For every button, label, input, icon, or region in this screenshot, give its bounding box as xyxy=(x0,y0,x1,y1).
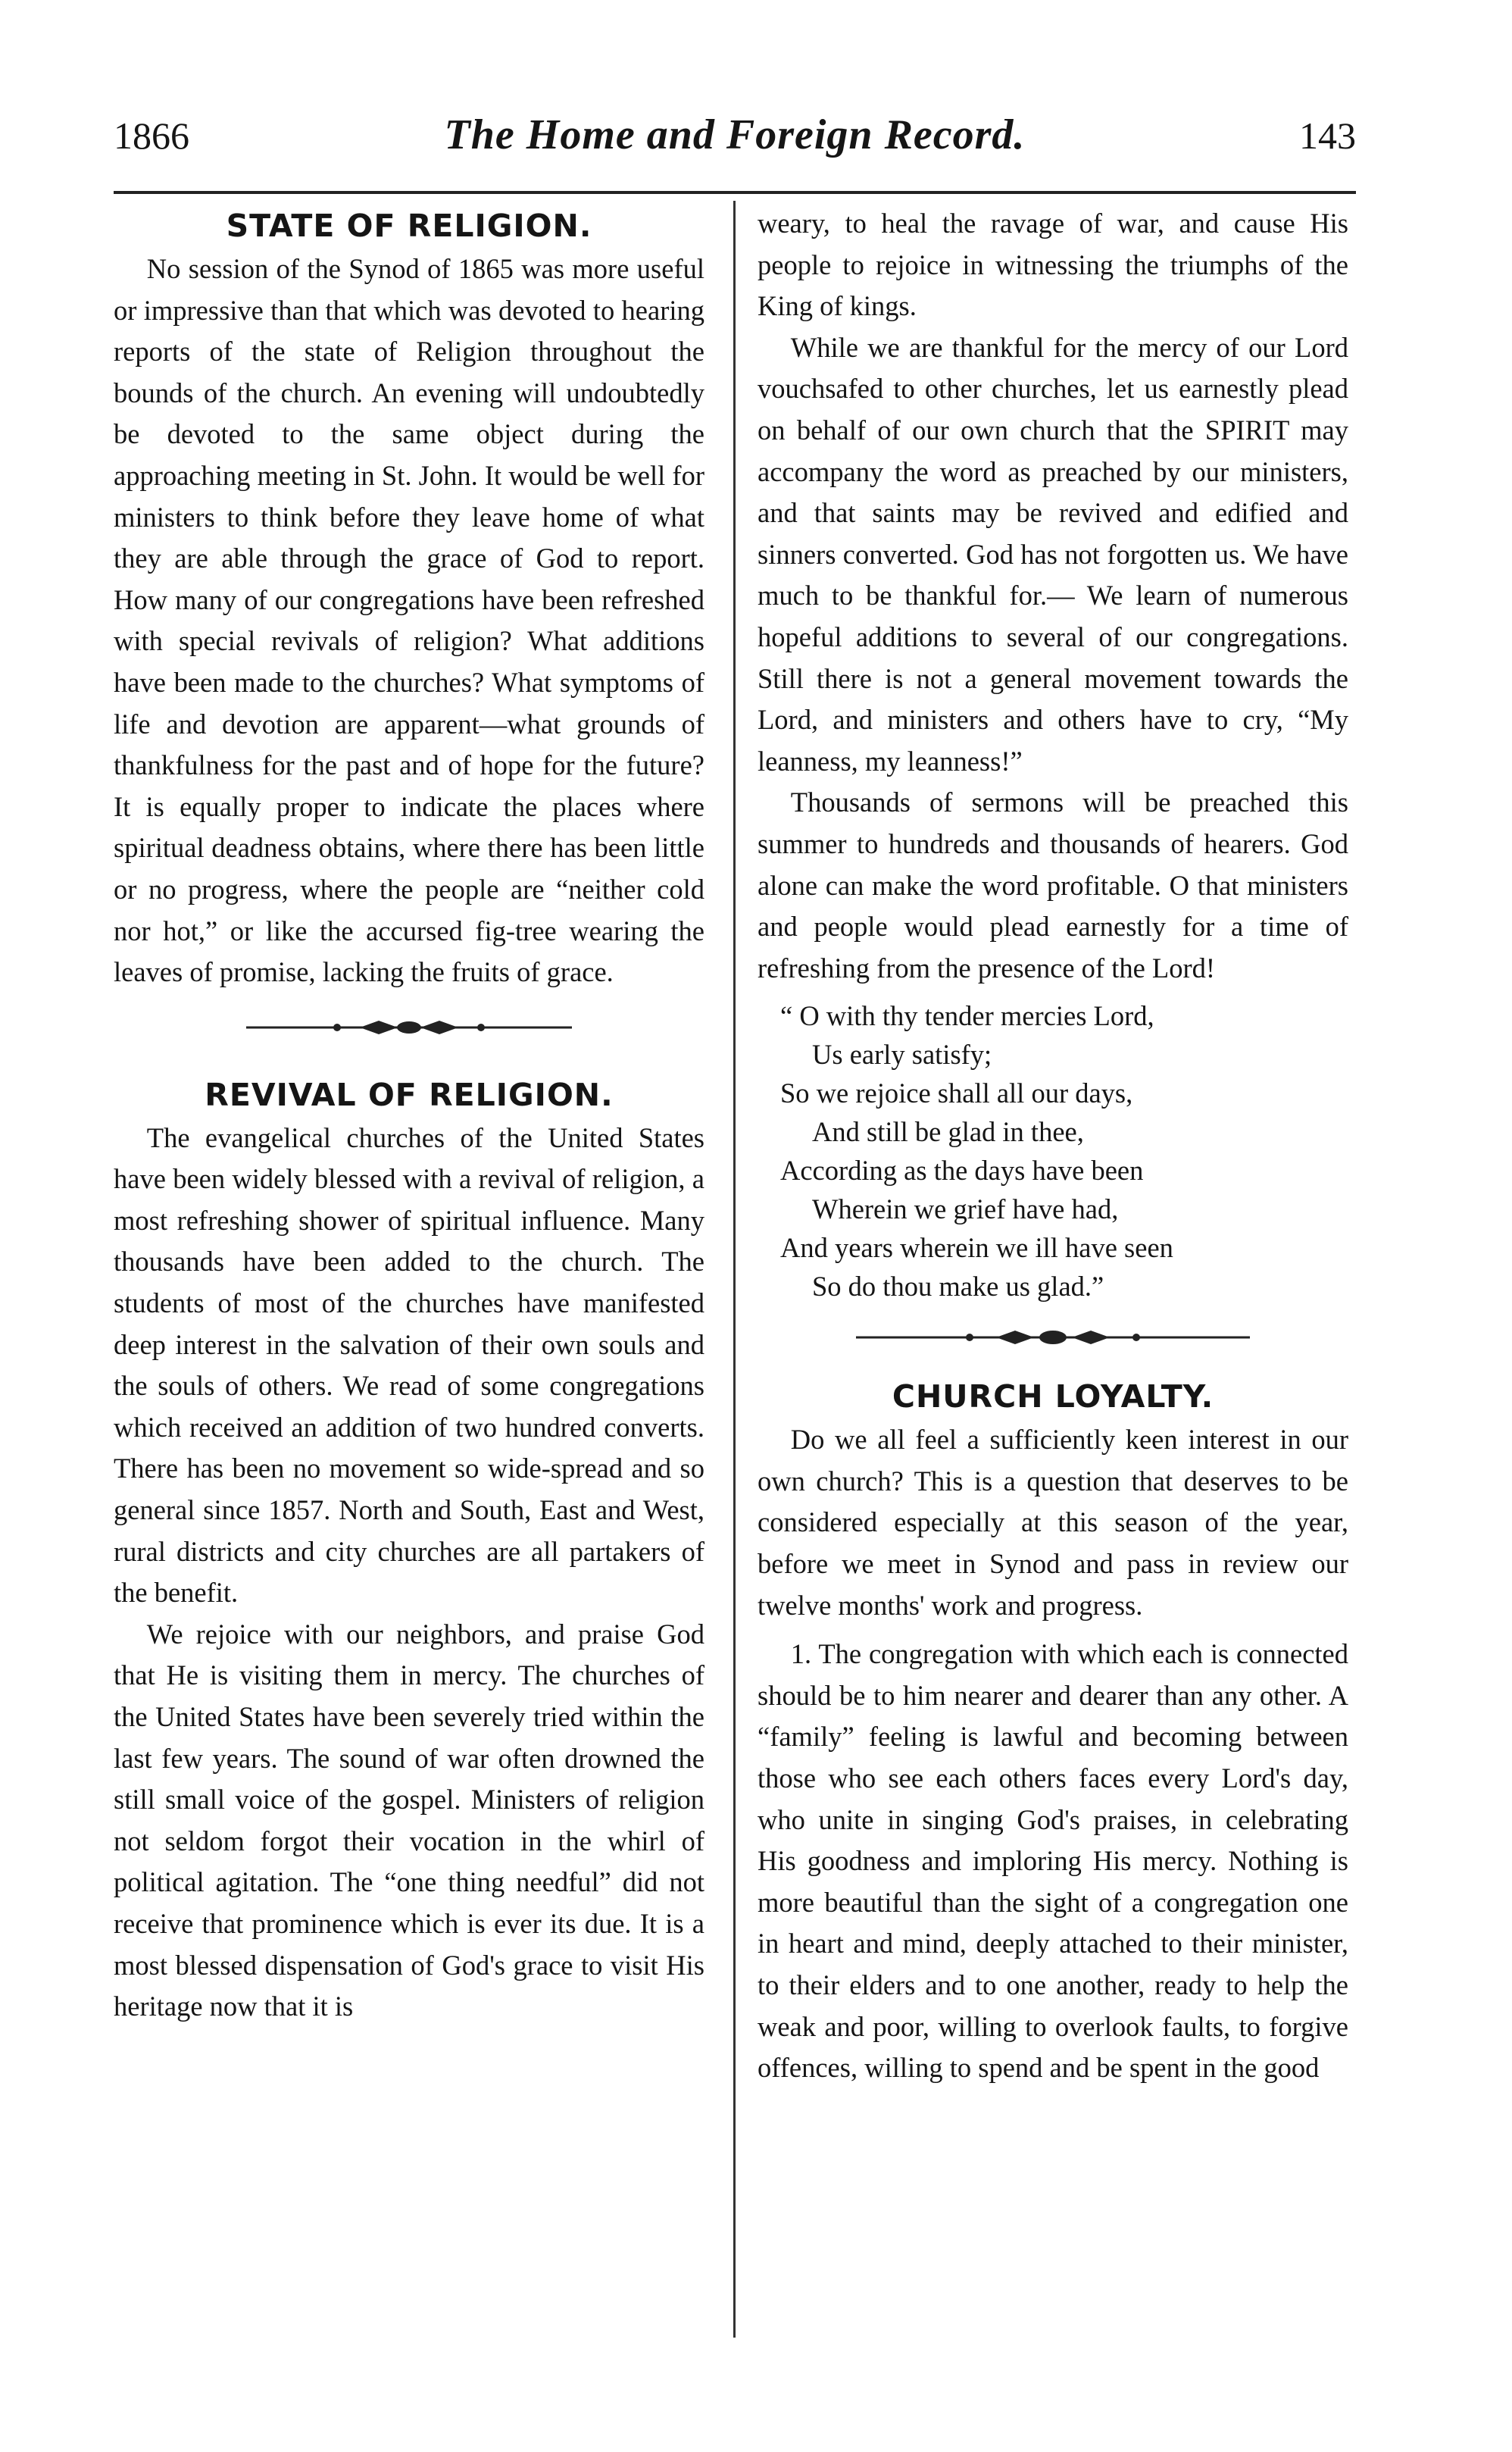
verse-line: According as the days have been xyxy=(780,1155,1144,1187)
verse-line: “ O with thy tender mercies Lord, xyxy=(780,1000,1154,1032)
ornament-divider-icon xyxy=(246,1016,572,1039)
page-number: 143 xyxy=(1299,114,1356,157)
verse-line: And still be glad in thee, xyxy=(812,1116,1084,1148)
page-header xyxy=(114,111,1356,174)
revival-paragraph-2: We rejoice with our neighbors, and praise God that He is visiting them in mercy. The churches of the United States have been severely tried within the last few years. The sound of war often drowned the still small voice of the gospel. Ministers of religion not seldom forgot their vocation in the whirl of political agitation. The “one thing needful” did not receive that prominence which is ever its due. It is a most blessed dispensation of God's grace to visit His heritage now that it is xyxy=(114,1618,704,2022)
journal-title: The Home and Foreign Record. xyxy=(444,111,1026,158)
ornament-divider xyxy=(758,1306,1348,1369)
header-rule xyxy=(114,191,1356,194)
header-year: 1866 xyxy=(114,114,189,157)
church-loyalty-paragraph-1: Do we all feel a sufficiently keen interest in our own church? This is a question that deserves to be considered especially at this season of the year, before we meet in Synod and pass in review our twelve months' work and progress. xyxy=(758,1424,1348,1621)
verse-line: So do thou make us glad.” xyxy=(812,1271,1104,1303)
verse-line: And years wherein we ill have seen xyxy=(780,1232,1173,1264)
heading-revival-of-religion: REVIVAL OF RELIGION. xyxy=(205,1076,614,1113)
continued-paragraph: weary, to heal the ravage of war, and cause His people to rejoice in witnessing the triumphs of the King of kings. xyxy=(758,208,1348,322)
church-loyalty-paragraph-2: 1. The congregation with which each is connected should be to him nearer and dearer than any other. A “family” feeling is lawful and becoming between those who see each others faces every Lord's day, who unite in singing God's praises, in celebrating His goodness and imploring His mercy. Nothing is more beautiful than the sight of a congregation one in heart and mind, deeply attached to their minister, to their elders and to one another, ready to help the weak and poor, willing to overlook faults, to forgive offences, willing to spend and be spent in the good xyxy=(758,1638,1348,2084)
verse-line: Wherein we grief have had, xyxy=(812,1193,1119,1225)
right-column xyxy=(758,203,1348,2089)
revival-paragraph-1: The evangelical churches of the United States have been widely blessed with a revival of religion, a most refreshing shower of spiritual influence. Many thousands have been added to the church. The students of most of the churches have manifested deep interest in the salvation of their own souls and the souls of others. We read of some congregations which received an addition of two hundred converts. There has been no movement so wide-spread and so general since 1857. North and South, East and West, rural districts and city churches are all partakers of the benefit. xyxy=(114,1121,704,1609)
ornament-divider xyxy=(114,993,704,1062)
left-column xyxy=(114,203,704,2028)
hymn-verse xyxy=(780,996,1348,1306)
heading-state-of-religion: STATE OF RELIGION. xyxy=(226,208,592,244)
thankful-paragraph: While we are thankful for the mercy of our Lord vouchsafed to other churches, let us earnestly plead on behalf of our own church that the SPIRIT may accompany the word as preached by our ministers, and that saints may be revived and edified and sinners converted. God has not forgotten us. We have much to be thankful for.— We learn of numerous hopeful additions to several of our congregations. Still there is not a general movement towards the Lord, and ministers and others have to cry, “My leanness, my leanness!” xyxy=(758,331,1348,777)
sermons-paragraph: Thousands of sermons will be preached this summer to hundreds and thousands of hearers. God alone can make the word profitable. O that ministers and people would plead earnestly for a time of refreshing from the presence of the Lord! xyxy=(758,787,1348,984)
heading-church-loyalty: CHURCH LOYALTY. xyxy=(892,1378,1214,1415)
ornament-divider-icon xyxy=(856,1326,1250,1349)
verse-line: Us early satisfy; xyxy=(812,1039,992,1071)
verse-line: So we rejoice shall all our days, xyxy=(780,1077,1133,1109)
state-of-religion-paragraph: No session of the Synod of 1865 was more useful or impressive than that which was devoted to hearing reports of the state of Religion throughout the bounds of the church. An evening will undoubtedly be devoted to the same object during the approaching meeting in St. John. It would be well for ministers to think before they leave home of what they are able through the grace of God to report. How many of our congregations have been refreshed with special revivals of religion? What additions have been made to the churches? What symptoms of life and devotion are apparent—what grounds of thankfulness for the past and of hope for the future? It is equally proper to indicate the places where spiritual deadness obtains, where there has been little or no progress, where the people are “neither cold nor hot,” or like the accursed fig-tree wearing the leaves of promise, lacking the fruits of grace. xyxy=(114,253,704,988)
column-divider xyxy=(733,201,736,2338)
